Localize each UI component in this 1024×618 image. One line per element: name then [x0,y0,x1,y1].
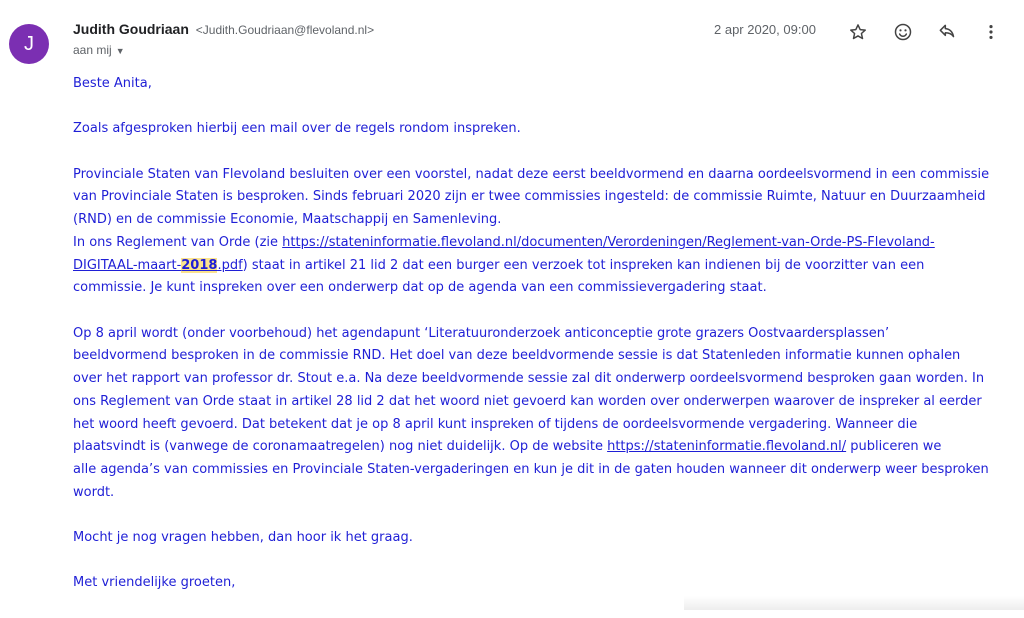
text-line: commissie. Je kunt inspreken over een onderwerp dat op de agenda van een commissievergadering staat. [73,280,767,296]
text-line: Op 8 april wordt (onder voorbehoud) het agendapunt ‘Literatuuronderzoek anticonceptie grote grazers Oostvaardersplassen’ [73,325,890,341]
recipient-label: aan mij [73,43,112,57]
sender-email: <Judith.Goudriaan@flevoland.nl> [195,23,375,37]
search-highlight: 2018 [181,257,218,273]
text-line: ons Reglement van Orde staat in artikel 28 lid 2 dat het woord niet gevoerd kan worden over onderwerpen waarover de inspreker al eerder [73,393,982,409]
recipient-line[interactable] [73,43,125,57]
paragraph-questions: Mocht je nog vragen hebben, dan hoor ik het graag. [73,530,413,545]
sender-line [73,21,374,37]
text-fragment: publiceren we [846,439,942,455]
link-fragment: .pdf [217,257,243,273]
scroll-shadow [684,596,1024,610]
text-line [73,232,1013,255]
paragraph-intro: Zoals afgesproken hierbij een mail over de regels rondom inspreken. [73,121,521,137]
link-fragment: DIGITAAL-maart- [73,257,182,273]
message-body [73,73,1013,618]
text-line [73,255,1013,278]
emoji-icon[interactable] [891,20,915,44]
reglement-link-part-2[interactable] [73,258,243,273]
text-fragment: In ons Reglement van Orde (zie [73,234,283,250]
paragraph-provinciale-staten [73,164,1013,300]
text-line [73,436,1013,459]
more-vert-icon[interactable] [979,20,1003,44]
text-line: wordt. [73,484,115,500]
text-line: het woord heeft gevoerd. Dat betekent dat je op 8 april kunt inspreken of tijdens de oordeelsvormende vergadering. Wanneer die [73,416,918,432]
stateninformatie-link[interactable]: https://stateninformatie.flevoland.nl/ [607,439,847,455]
reply-icon[interactable] [935,20,959,44]
sender-name[interactable]: Judith Goudriaan [73,21,189,37]
sender-avatar[interactable]: J [9,24,49,64]
text-fragment: ) staat in artikel 21 lid 2 dat een burger een verzoek tot inspreken kan indienen bij de voorzitter van een [242,257,925,273]
closing: Met vriendelijke groeten, [73,575,236,591]
text-line: beeldvormend besproken in de commissie RND. Het doel van deze beeldvormende sessie is dat Statenleden informatie kunnen ophalen [73,348,961,364]
reglement-link-part-1[interactable]: https://stateninformatie.flevoland.nl/documenten/Verordeningen/Reglement-van-Orde-PS-Flevoland- [282,234,935,250]
text-line: over het rapport van professor dr. Stout e.a. Na deze beeldvormende sessie zal dit onderwerp oordeelsvormend besproken gaan worden. In [73,371,985,387]
paragraph-8-april [73,323,1013,505]
star-icon[interactable] [846,20,870,44]
text-line: Provinciale Staten van Flevoland besluiten over een voorstel, nadat deze eerst beeldvormend en daarna oordeelsvormend in een commissie [73,166,990,182]
text-line: alle agenda’s van commissies en Provinciale Staten-vergaderingen en kun je dit in de gaten houden wanneer dit onderwerp weer besproken [73,461,989,477]
message-date: 2 apr 2020, 09:00 [714,22,816,37]
text-line: (RND) en de commissie Economie, Maatschappij en Samenleving. [73,212,502,228]
chevron-down-icon[interactable]: ▼ [115,45,125,56]
greeting: Beste Anita, [73,76,152,91]
text-line: van Provinciale Staten is besproken. Sinds februari 2020 zijn er twee commissies ingesteld: de commissie Ruimte, Natuur en Duurzaamheid [73,189,986,205]
text-fragment: plaatsvindt is (vanwege de coronamaatregelen) nog niet duidelijk. Op de website [73,439,608,455]
